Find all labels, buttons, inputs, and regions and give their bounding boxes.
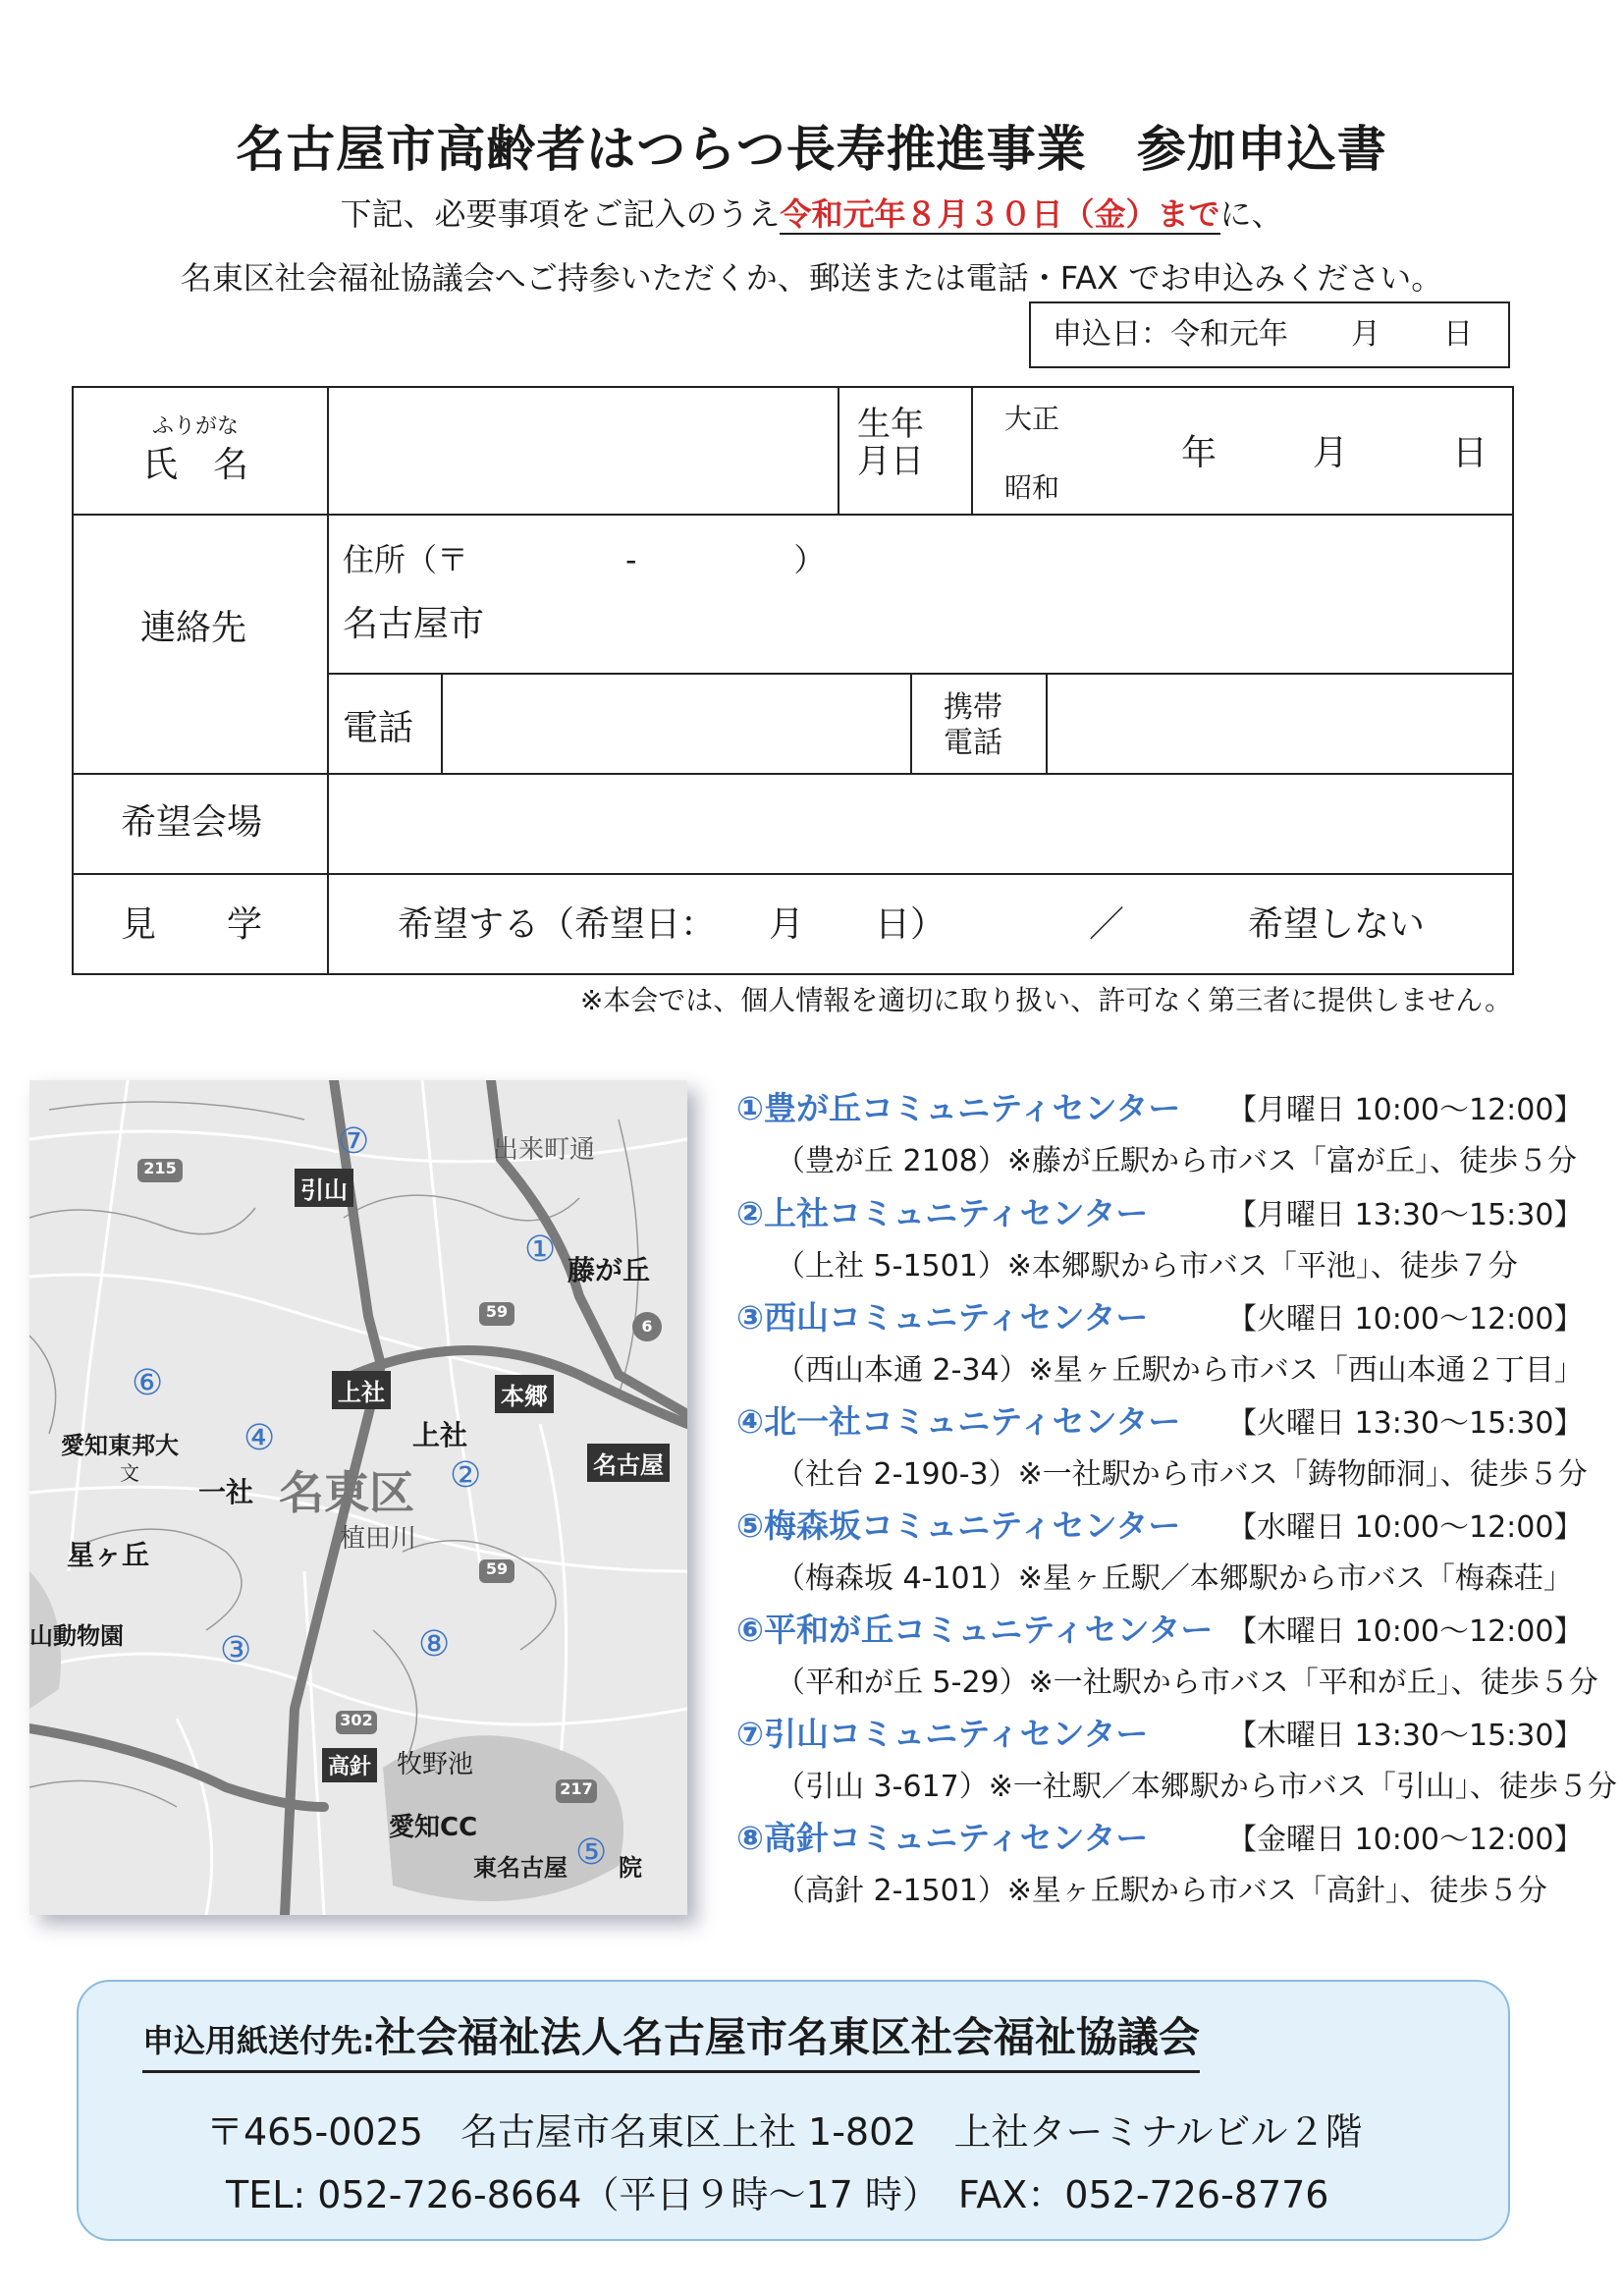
visit-separator: ／ [1089,904,1125,945]
era-showa[interactable]: 昭和 [1004,471,1060,504]
map-label-hongo: 本郷 [495,1375,554,1413]
contact-org: 社会福祉法人名古屋市名東区社会福祉協議会 [374,2013,1200,2061]
map-marker-8[interactable]: ⑧ [418,1624,451,1665]
furigana-label: ふりがな [152,414,240,439]
venue-time-5: 【水曜日 10:00～12:00】 [1227,1510,1584,1545]
venue-desc-1: （豊が丘 2108）※藤が丘駅から市バス「富が丘」、徒歩５分 [776,1144,1578,1178]
map-label-isshasha: 一社 [198,1476,254,1508]
venue-desc-8: （高針 2-1501）※星ヶ丘駅から市バス「高針」、徒歩５分 [776,1874,1547,1908]
map-label-meito: 名東区 [279,1466,414,1519]
map-label-school: 文 [120,1461,139,1485]
map-label-kamiyashiro-station: 上社 [332,1371,391,1409]
route-215-badge: 215 [137,1159,183,1182]
mobile-label-1: 携帯 [944,690,1002,725]
venue-time-7: 【木曜日 13:30～15:30】 [1227,1719,1584,1753]
visit-label: 見 学 [121,904,263,945]
contact-label: 連絡先 [140,608,247,648]
phone-field[interactable] [451,677,904,769]
venue-name-5: ⑤梅森坂コミュニティセンター [736,1506,1181,1545]
intro-line-2: 名東区社会福祉協議会へご持参いただくか、郵送または電話・FAX でお申込みください。 [180,259,1443,297]
map-label-nagoya: 名古屋 [587,1444,670,1482]
birth-year-label: 年 [1181,433,1217,473]
contact-address: 〒465-0025 名古屋市名東区上社 1-802 上社ターミナルビル２階 [206,2110,1363,2154]
route-59-badge: 59 [479,1302,514,1326]
venue-time-8: 【金曜日 10:00～12:00】 [1227,1823,1584,1857]
venue-desc-5: （梅森坂 4-101）※星ヶ丘駅／本郷駅から市バス「梅森荘」 [776,1561,1573,1596]
map-label-takabari: 高針 [322,1748,377,1782]
map-marker-4[interactable]: ④ [243,1418,276,1458]
map-label-zoo: 山動物園 [29,1622,124,1650]
address-label: 住所（〒 - ） [343,541,826,578]
venue-desc-7: （引山 3-617）※一社駅／本郷駅から市バス「引山」、徒歩５分 [776,1770,1617,1804]
map-label-demachi: 出来町通 [493,1135,596,1165]
route-59-badge-south: 59 [479,1559,514,1583]
application-form [72,386,1514,975]
venue-name-4: ④北一社コミュニティセンター [736,1402,1181,1441]
map-marker-2[interactable]: ② [450,1455,482,1496]
venue-time-3: 【火曜日 10:00～12:00】 [1227,1302,1584,1337]
application-date-month: 月 [1351,317,1380,352]
venue-desc-3: （西山本通 2-34）※星ヶ丘駅から市バス「西山本通２丁目」 [776,1353,1584,1388]
map-label-uedagawa: 植田川 [340,1524,417,1554]
venue-field[interactable] [337,777,1507,869]
city-label: 名古屋市 [343,604,485,644]
map-label-fujigaoka: 藤が丘 [568,1254,651,1286]
application-date-box[interactable] [1029,301,1510,368]
privacy-note: ※本会では、個人情報を適切に取り扱い、許可なく第三者に提供しません。 [579,984,1512,1016]
venue-time-6: 【木曜日 10:00～12:00】 [1227,1614,1584,1649]
map-label-makinoike: 牧野池 [397,1750,474,1779]
mobile-label-2: 電話 [944,726,1002,760]
venue-name-3: ③西山コミュニティセンター [736,1298,1149,1337]
area-map [29,1080,687,1915]
visit-option-yes[interactable]: 希望する（希望日： 月 日） [398,904,947,945]
name-label: 氏 名 [142,445,249,485]
venue-time-4: 【火曜日 13:30～15:30】 [1227,1406,1584,1441]
venue-desc-2: （上社 5-1501）※本郷駅から市バス「平池」、徒歩７分 [776,1249,1518,1284]
venue-name-6: ⑥平和が丘コミュニティセンター [736,1611,1214,1649]
birth-day-label: 日 [1452,433,1488,473]
venue-time-2: 【月曜日 13:30～15:30】 [1227,1198,1584,1232]
intro-text-a: 下記、必要事項をご記入のうえ [340,195,781,233]
map-marker-5[interactable]: ⑤ [575,1832,608,1873]
intro-line-1 [0,190,1623,235]
venue-name-1: ①豊が丘コミュニティセンター [736,1089,1181,1127]
map-label-kamiyashiro: 上社 [412,1419,468,1451]
name-field[interactable] [337,390,834,512]
application-date-label: 申込日：令和元年 [1053,317,1288,352]
route-217-badge: 217 [556,1779,597,1803]
birthdate-label: 生年 月日 [857,405,924,481]
route-6-badge: 6 [632,1312,662,1341]
venue-desc-6: （平和が丘 5-29）※一社駅から市バス「平和が丘」、徒歩５分 [776,1666,1598,1700]
intro-text-b: に、 [1219,195,1283,233]
contact-title [142,2005,1200,2073]
mobile-field[interactable] [1054,677,1507,769]
route-302-badge: 302 [336,1711,377,1734]
map-marker-1[interactable]: ① [524,1230,557,1270]
map-label-hikiyama: 引山 [295,1169,353,1207]
venue-name-2: ②上社コミュニティセンター [736,1194,1149,1232]
visit-option-no[interactable]: 希望しない [1248,904,1426,945]
map-label-higashi-nagoya: 東名古屋 [473,1854,568,1882]
contact-phone-fax: TEL: 052-726-8664（平日９時～17 時） FAX：052-726-8776 [226,2173,1329,2216]
venue-time-1: 【月曜日 10:00～12:00】 [1227,1093,1584,1127]
deadline-text: 令和元年８月３０日（金）まで [780,195,1220,233]
map-label-hospital: 院 [619,1854,642,1882]
venue-name-8: ⑧高針コミュニティセンター [736,1819,1149,1857]
phone-label: 電話 [343,708,414,748]
map-marker-7[interactable]: ⑦ [338,1121,370,1162]
map-label-aichi-toho: 愛知東邦大 [61,1432,179,1459]
map-marker-6[interactable]: ⑥ [132,1363,164,1403]
map-label-hoshigaoka: 星ヶ丘 [67,1539,150,1571]
contact-label: 申込用紙送付先: [142,2022,375,2059]
map-label-aichi-cc: 愛知CC [389,1813,478,1842]
venue-desc-4: （社台 2-190-3）※一社駅から市バス「鋳物師洞」、徒歩５分 [776,1457,1588,1492]
venue-label: 希望会場 [121,802,263,843]
map-marker-3[interactable]: ③ [220,1630,252,1670]
application-date-day: 日 [1443,317,1473,352]
birth-month-label: 月 [1313,433,1349,473]
page-title: 名古屋市高齢者はつらつ長寿推進事業 参加申込書 [236,121,1387,178]
venue-name-7: ⑦引山コミュニティセンター [736,1715,1149,1753]
era-taisho[interactable]: 大正 [1004,403,1060,435]
